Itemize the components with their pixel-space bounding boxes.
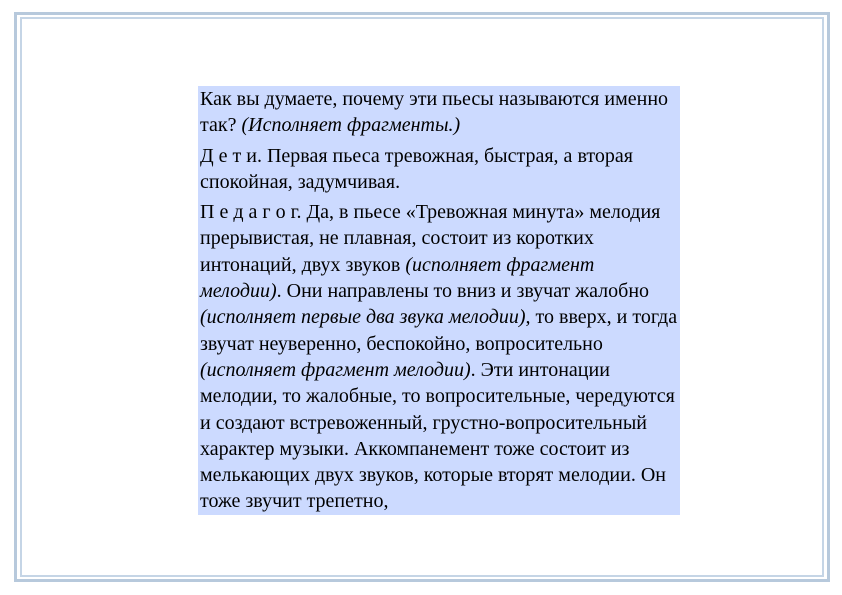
- paragraph-teacher: [200, 199, 680, 515]
- teacher-text-2: . Они направлены то вниз и звучат жалобно: [276, 280, 650, 303]
- teacher-text-4: . Эти интонации мелодии, то жалобные, то вопросительные, чередуются и создают встревоженный, грустно-вопросительный характер музыки. Аккомпанемент тоже состоит из мелькающих двух звуков, которые вторят мелодии. Он тоже звучит трепетно,: [200, 358, 675, 513]
- stage-direction: (исполняет фрагмент мелодии): [200, 358, 471, 381]
- stage-direction: (исполняет первые два звука мелодии),: [200, 306, 531, 329]
- stage-direction: (исполняет фрагмент мелодии): [200, 253, 595, 303]
- speaker-children: Д е т и: [200, 144, 257, 167]
- children-reply: . Первая пьеса тревожная, быстрая, а вторая спокойная, задумчивая.: [200, 144, 633, 193]
- question-text: Как вы думаете, почему эти пьесы называются именно так?: [200, 88, 669, 137]
- text-block: [198, 86, 680, 515]
- teacher-text-3: то вверх, и тогда звучат неуверенно, беспокойно, вопросительно: [200, 306, 678, 355]
- stage-direction: (Исполняет фрагменты.): [241, 114, 461, 137]
- paragraph-question: [200, 86, 680, 139]
- speaker-teacher: П е д а г о г: [200, 201, 297, 224]
- teacher-text-1: . Да, в пьесе «Тревожная минута» мелодия прерывистая, не плавная, состоит из коротких интонаций, двух звуков: [200, 201, 661, 276]
- paragraph-children: [200, 143, 680, 196]
